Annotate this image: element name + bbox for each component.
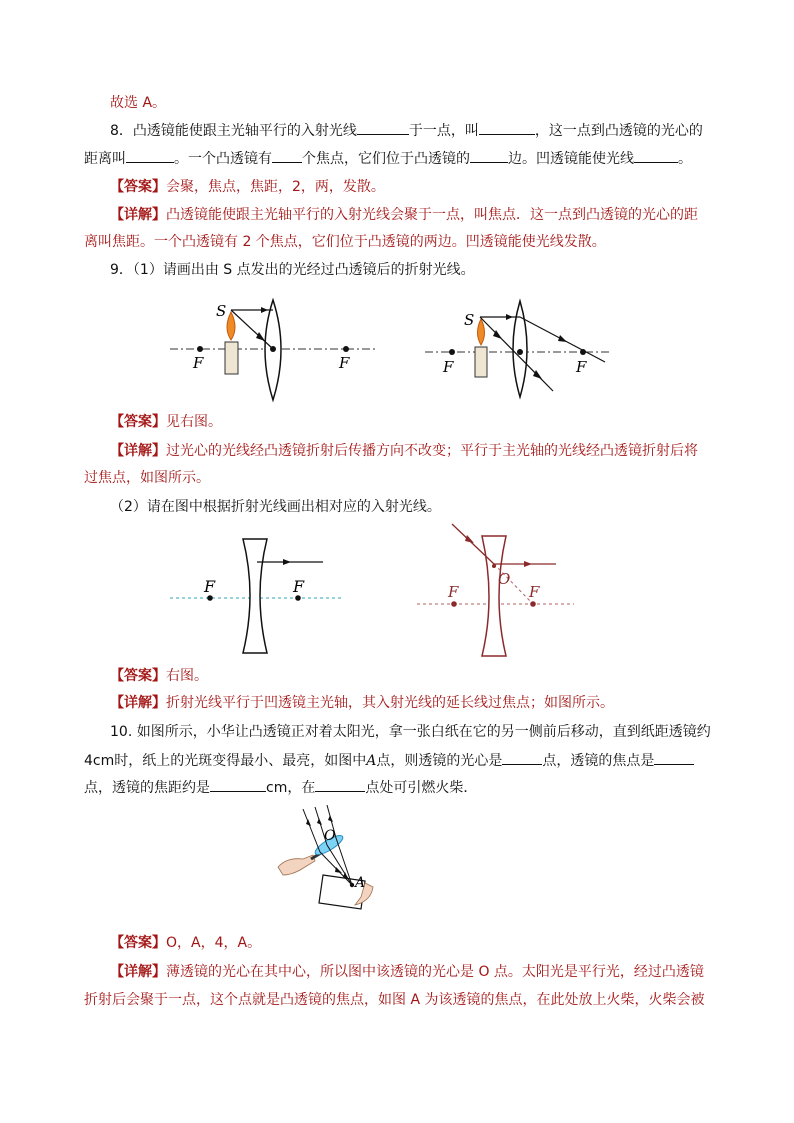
q10-question-line3: 点，透镜的焦距约是 cm，在 点处可引燃火柴． — [84, 777, 714, 798]
answer-blank — [634, 148, 678, 163]
answer-blank — [357, 120, 409, 135]
point-s-label: S — [216, 302, 227, 320]
concave-lens-answer-figure — [412, 520, 577, 660]
convex-lens-answer-figure — [420, 295, 615, 400]
answer-blank — [272, 148, 302, 163]
q10-detail-line1: 【详解】薄透镜的光心在其中心，所以图中该透镜的光心是 O 点。太阳光是平行光，经过凸透镜 — [110, 964, 704, 980]
focus-label-right: F — [339, 354, 350, 372]
focus-label-left: F — [448, 583, 459, 601]
answer-blank — [479, 120, 535, 135]
focus-label-left: F — [204, 577, 216, 596]
q10-question-line1: 10. 如图所示，小华让凸透镜正对着太阳光，拿一张白纸在它的另一侧前后移动，直到纸距透镜约 — [110, 724, 711, 740]
answer-blank — [470, 148, 508, 163]
focus-label-right: F — [293, 577, 305, 596]
answer-blank — [654, 750, 694, 765]
focus-label-left: F — [193, 354, 204, 372]
q10-detail-line2: 折射后会聚于一点，这个点就是凸透镜的焦点，如图 A 为该透镜的焦点，在此处放上火柴，火柴会被 — [84, 992, 705, 1008]
q9-answer2: 【答案】右图。 — [110, 668, 208, 684]
q9-detail1-line1: 【详解】过光心的光线经凸透镜折射后传播方向不改变；平行于主光轴的光线经凸透镜折射后将 — [110, 443, 698, 459]
q9-part2-question: （2）请在图中根据折射光线画出相对应的入射光线。 — [110, 499, 441, 515]
answer-blank — [315, 777, 365, 792]
q8-detail-line1: 【详解】凸透镜能使跟主光轴平行的入射光线会聚于一点，叫焦点．这一点到凸透镜的光心的距 — [110, 207, 698, 223]
q10-question-line2: 4cm时，纸上的光斑变得最小、最亮，如图中A点，则透镜的光心是 点，透镜的焦点是 — [84, 750, 714, 771]
concave-lens-question-figure — [165, 535, 345, 657]
answer-blank — [210, 777, 266, 792]
focus-label: A — [355, 875, 366, 891]
point-s-label: S — [464, 311, 475, 329]
q9-answer1: 【答案】见右图。 — [110, 414, 222, 430]
focus-label-right: F — [529, 583, 540, 601]
focus-label-left: F — [443, 358, 454, 376]
q9-detail2: 【详解】折射光线平行于凹透镜主光轴，其入射光线的延长线过焦点；如图所示。 — [110, 695, 614, 711]
optical-center-label: O — [324, 828, 336, 844]
q8-answer: 【答案】会聚，焦点，焦距，2，两，发散。 — [110, 179, 385, 195]
optical-center-label: O — [498, 570, 511, 588]
q7-conclusion: 故选 A。 — [110, 95, 167, 111]
q9-part1-question: 9．（1）请画出由 S 点发出的光经过凸透镜后的折射光线。 — [110, 262, 475, 278]
focus-label-right: F — [576, 358, 587, 376]
q9-detail1-line2: 过焦点，如图所示。 — [84, 470, 210, 486]
answer-blank — [502, 750, 542, 765]
q8-detail-line2: 离叫焦距。一个凸透镜有 2 个焦点，它们位于凸透镜的两边。凹透镜能使光线发散。 — [84, 234, 606, 250]
convex-lens-question-figure — [165, 292, 385, 407]
q8-question-line1: 8．凸透镜能使跟主光轴平行的入射光线 于一点，叫 ，这一点到凸透镜的光心的 — [110, 120, 740, 141]
sunlight-lens-figure — [275, 805, 380, 913]
q10-answer: 【答案】O，A，4，A。 — [110, 935, 262, 951]
q8-question-line2: 距离叫 。一个凸透镜有 个焦点，它们位于凸透镜的 边。凹透镜能使光线 。 — [84, 148, 714, 169]
answer-blank — [126, 148, 174, 163]
